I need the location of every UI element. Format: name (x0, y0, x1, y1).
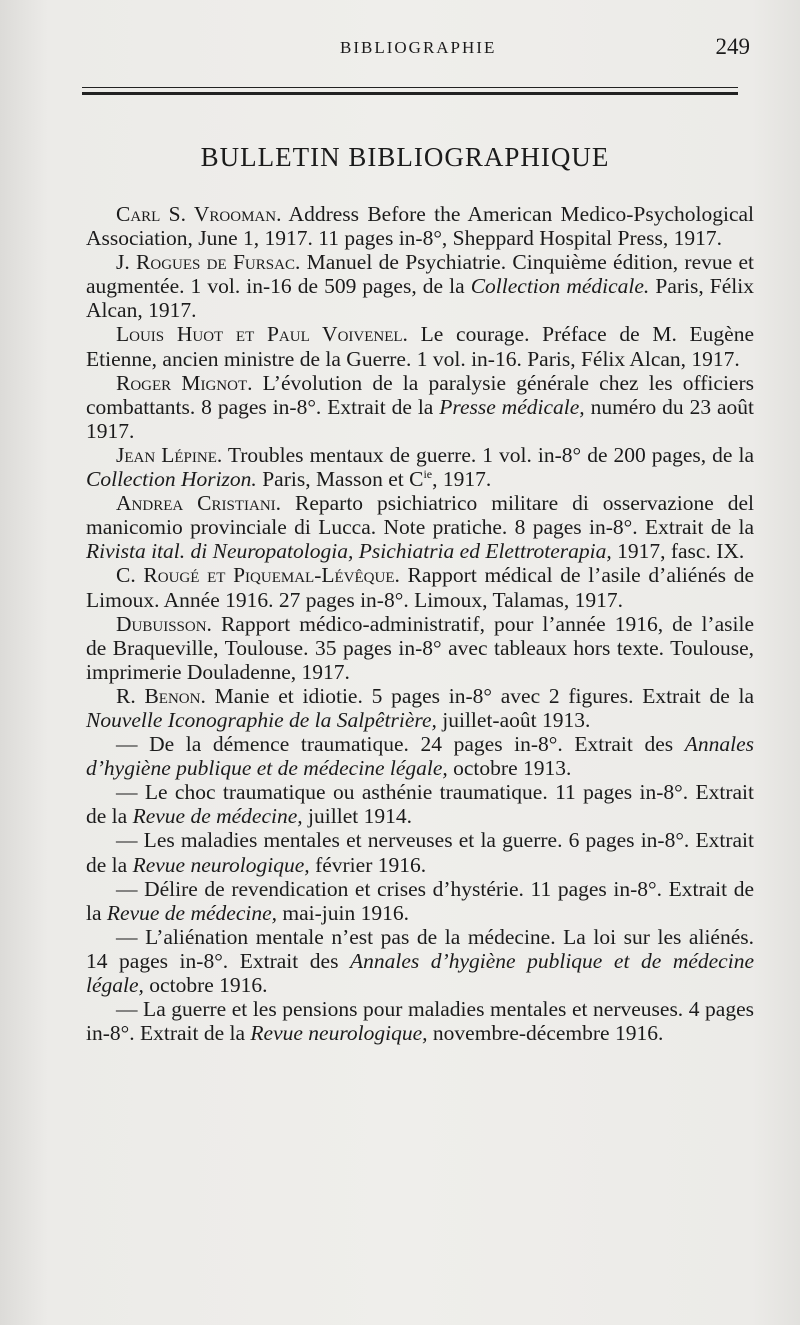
entry-text: numéro du 23 août 1917. (86, 394, 754, 443)
section-title: BULLETIN BIBLIOGRAPHIQUE (200, 142, 610, 172)
entry-text: — De la démence traumatique. 24 pages in-8°. Extrait des (116, 732, 685, 757)
entry-text: novembre-décembre 1916. (427, 1021, 664, 1046)
entry-italic-title: Rivista ital. di Neuropatologia, Psichiatria ed Elettroterapia, (86, 539, 612, 564)
bibliography-entry (86, 732, 754, 780)
entry-author: Louis Huot et Paul Voivenel. (116, 322, 408, 347)
header-rule-thin (82, 87, 738, 88)
entry-italic-title: Revue neurologique, (250, 1021, 428, 1046)
entry-text: — Les maladies mentales et nerveuses et la guerre. 6 pages in-8°. Extrait de la (86, 828, 754, 877)
entry-author: Andrea Cristiani. (116, 491, 282, 516)
page-number: 249 (715, 34, 750, 59)
bibliography-entry (86, 250, 754, 322)
bibliography-entry (86, 322, 754, 370)
entry-author: Carl S. Vrooman. (116, 202, 282, 226)
entry-text: octobre 1913. (447, 756, 572, 781)
entry-text: — L’aliénation mentale n’est pas de la médecine. La loi sur les aliénés. 14 pages in-8°. Extrait des (86, 924, 754, 973)
bibliography-entry (86, 371, 754, 443)
entry-text: octobre 1916. (143, 973, 268, 997)
entry-author: J. Rogues de Fursac. (116, 250, 301, 275)
bibliography-entry (86, 997, 754, 1045)
entry-author: C. Rougé et Piquemal-Lévêque. (116, 563, 400, 588)
entry-italic-title: Nouvelle Iconographie de la Salpêtrière, (86, 707, 437, 732)
entry-italic-title: Annales d’hygiène publique et de médecine légale, (86, 732, 754, 781)
running-title: BIBLIOGRAPHIE (340, 38, 497, 57)
bibliography-entry (86, 563, 754, 611)
entry-text: Rapport médico-administratif, pour l’année 1916, de l’asile de Braqueville, Toulouse. 35 pages in-8° avec tableaux hors texte. Toulouse, imprimerie Douladenne, 1917. (86, 611, 754, 684)
entry-text: Le courage. Préface de M. Eugène Etienne, ancien ministre de la Guerre. 1 vol. in-16. Paris, Félix Alcan, 1917. (86, 322, 754, 371)
entry-italic-title: Annales d’hygiène publique et de médecine légale, (86, 948, 754, 997)
entry-text: Reparto psichiatrico militare di osservazione del manicomio provinciale di Lucca. Note pratiche. 8 pages in-8°. Extrait de la (86, 491, 754, 540)
entry-text: — Délire de revendication et crises d’hystérie. 11 pages in-8°. Extrait de la (86, 876, 754, 925)
entry-text: Troubles mentaux de guerre. 1 vol. in-8° de 200 pages, de la (222, 442, 754, 467)
entry-text: février 1916. (309, 852, 427, 877)
bibliography-entry (86, 202, 754, 250)
bibliography-entry (86, 877, 754, 925)
bibliography-list (86, 202, 754, 1045)
entry-author: Dubuisson. (116, 611, 212, 636)
entry-text: juillet 1914. (302, 804, 412, 829)
bibliography-entry (86, 828, 754, 876)
entry-text: juillet-août 1913. (436, 707, 591, 732)
entry-text: Paris, Félix Alcan, 1917. (86, 274, 755, 323)
bibliography-entry (86, 684, 754, 732)
entry-italic-title: Revue de médecine, (132, 804, 303, 829)
bibliography-entry (86, 780, 754, 828)
entry-superscript: ie (423, 466, 433, 481)
bibliography-entry (86, 491, 754, 563)
bibliography-entry (86, 925, 754, 997)
entry-author: Jean Lépine. (116, 442, 223, 467)
entry-italic-title: Presse médicale, (439, 394, 585, 419)
entry-text: , 1917. (432, 467, 492, 492)
entry-text: mai-juin 1916. (277, 900, 409, 925)
entry-text: 1917, fasc. IX. (611, 539, 745, 564)
entry-italic-title: Revue neurologique, (132, 852, 310, 877)
entry-text: Manie et idiotie. 5 pages in-8° avec 2 figures. Extrait de la (205, 683, 754, 708)
bibliography-entry (86, 612, 754, 684)
entry-text: Rapport médical de l’asile d’aliénés de Limoux. Année 1916. 27 pages in-8°. Limoux, Talamas, 1917. (86, 563, 754, 612)
entry-text: L’évolution de la paralysie générale chez les officiers combattants. 8 pages in-8°. Extrait de la (86, 370, 754, 419)
entry-author: R. Benon. (116, 683, 206, 708)
entry-italic-title: Collection Horizon. (86, 467, 257, 492)
entry-text: — La guerre et les pensions pour maladies mentales et nerveuses. 4 pages in-8°. Extrait de la (86, 997, 754, 1046)
entry-text: Address Before the American Medico-Psychological Association, June 1, 1917. 11 pages in-8°, Sheppard Hospital Press, 1917. (86, 202, 754, 251)
running-header (90, 36, 750, 66)
bibliography-entry (86, 443, 754, 491)
entry-italic-title: Collection médicale. (470, 274, 650, 299)
entry-author: Roger Mignot. (116, 370, 253, 395)
header-rule-thick (82, 92, 738, 95)
entry-text: Paris, Masson et C (256, 467, 424, 492)
entry-text: — Le choc traumatique ou asthénie traumatique. 11 pages in-8°. Extrait de la (86, 780, 754, 829)
entry-italic-title: Revue de médecine, (106, 900, 278, 925)
entry-text: Manuel de Psychiatrie. Cinquième édition, revue et augmentée. 1 vol. in-16 de 509 pages, de la (86, 250, 754, 299)
